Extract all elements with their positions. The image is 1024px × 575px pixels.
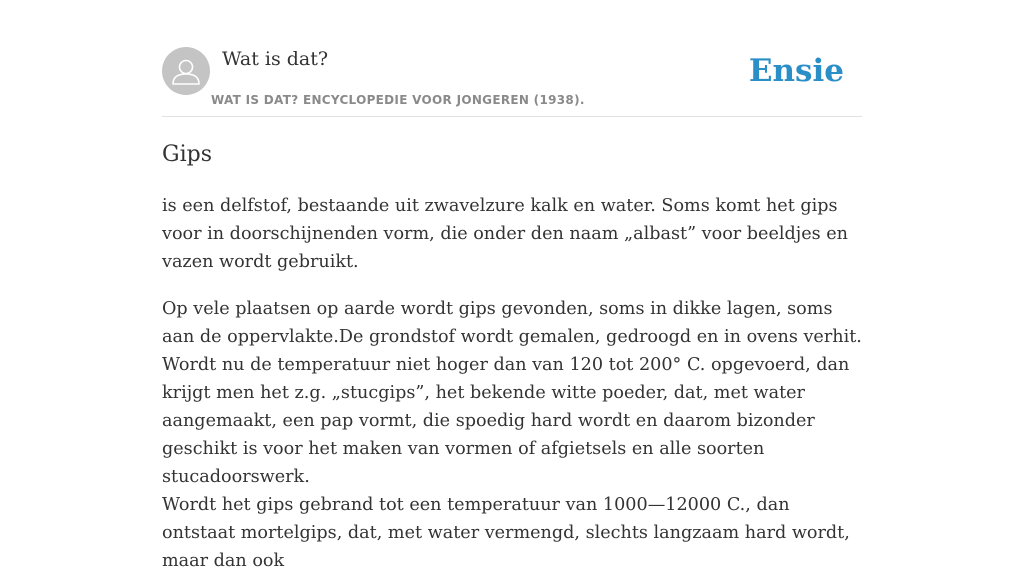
- source-subtitle[interactable]: WAT IS DAT? ENCYCLOPEDIE VOOR JONGEREN (1938).: [211, 93, 585, 107]
- article-paragraph-2: Op vele plaatsen op aarde wordt gips gevonden, soms in dikke lagen, soms aan de oppervlakte.De grondstof wordt gemalen, gedroogd en in ovens verhit. Wordt nu de temperatuur niet hoger dan van 120 tot 200° C. opgevoerd, dan krijgt men het z.g. „stucgips”, het bekende witte poeder, dat, met water aangemaakt, een pap vormt, die spoedig hard wordt en daarom bizonder geschikt is voor het maken van vormen of afgietsels en alle soorten stucadoorswerk.: [162, 299, 862, 487]
- article-paragraph-1: is een delfstof, bestaande uit zwavelzure kalk en water. Soms komt het gips voor in doorschijnenden vorm, die onder den naam „albast” voor beeldjes en vazen wordt gebruikt.: [162, 196, 848, 272]
- user-avatar-icon[interactable]: [162, 47, 210, 95]
- article-body: [162, 192, 864, 575]
- article-title: Gips: [162, 142, 212, 167]
- person-outline-icon: [162, 47, 210, 95]
- source-title[interactable]: Wat is dat?: [222, 48, 329, 70]
- article-paragraph-3: Wordt het gips gebrand tot een temperatuur van 1000—12000 C., dan ontstaat mortelgips, dat, met water vermengd, slechts langzaam hard wordt, maar dan ook: [162, 495, 850, 571]
- source-header: [162, 46, 862, 117]
- ensie-logo[interactable]: Ensie: [748, 53, 844, 89]
